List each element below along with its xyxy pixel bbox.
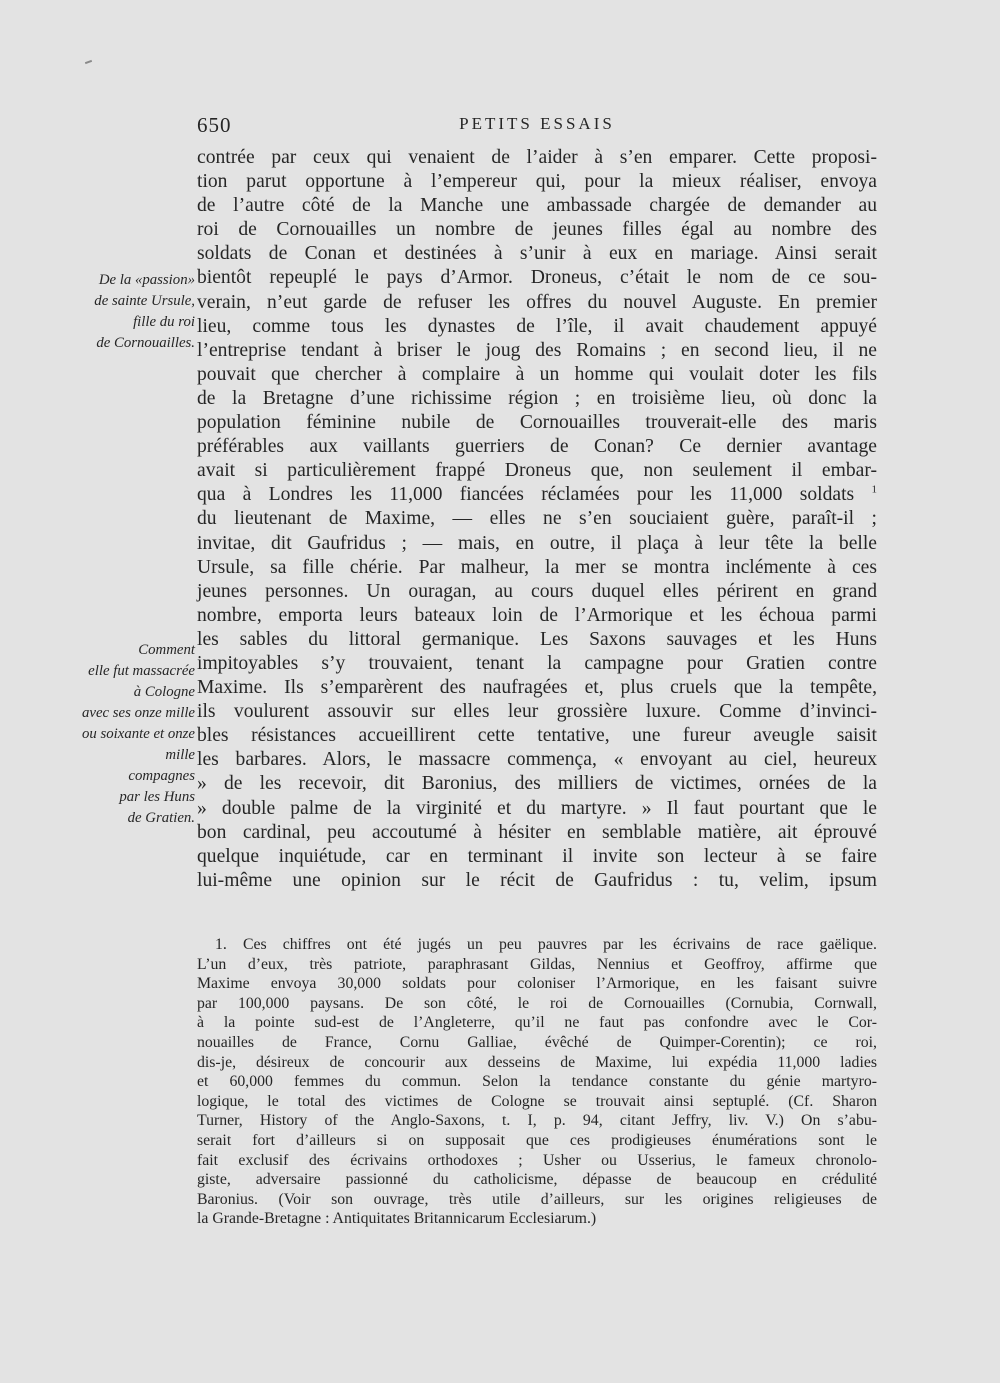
footnote-line: et 60,000 femmes du commun. Selon la tendance constante du génie martyro- [197,1073,877,1091]
body-line: invitae, dit Gaufridus ; — mais, en outre, il plaça à leur tête la belle [197,532,877,554]
body-line: nombre, emporta leurs bateaux loin de l’Armorique et les échoua parmi [197,604,877,626]
footnote-line: Turner, History of the Anglo-Saxons, t. I, p. 94, citant Jeffry, liv. V.) On s’abu- [197,1112,877,1130]
footnote-line: la Grande-Bretagne : Antiquitates Britannicarum Ecclesiarum.) [197,1210,597,1228]
body-text [197,146,877,893]
body-line: jeunes personnes. Un ouragan, au cours duquel elles périrent en grand [197,580,877,602]
body-line: avait si particulièrement frappé Droneus que, non seulement il embar- [197,460,877,482]
body-line: préférables aux vaillants guerriers de Conan? Ce dernier avantage [197,436,877,458]
body-line: les sables du littoral germanique. Les Saxons sauvages et les Huns [197,628,877,650]
body-line: les barbares. Alors, le massacre commença, « envoyant au ciel, heureux [197,749,877,771]
body-line: ils voulurent assouvir sur elles leur grossière luxure. Comme d’invinci- [197,701,877,723]
margin-note-line: ou soixante et onze [81,726,195,742]
margin-note-line: mille [165,747,195,763]
margin-note-line: De la «passion» [98,272,195,288]
margin-note-line: de sainte Ursule, [94,293,195,309]
footnote-ref: 1 [871,483,878,496]
body-line: Ursule, sa fille chérie. Par malheur, la mer se montra inclémente à ces [197,556,877,578]
margin-note-line: à Cologne [133,684,195,700]
body-line: tion parut opportune à l’empereur qui, pour la mieux réaliser, envoya [197,171,877,193]
footnote-line: dis-je, désireux de concourir aux desseins de Maxime, lui expédia 11,000 ladies [197,1053,877,1071]
footnote-line: 1. Ces chiffres ont été jugés un peu pauvres par les écrivains de race gaëlique. [215,936,877,953]
margin-note-line: de Gratien. [127,810,195,826]
body-line: de l’autre côté de la Manche une ambassade chargée de demander au [197,195,877,217]
footnote-line: par 100,000 paysans. De son côté, le roi de Cornouailles (Cornubia, Cornwall, [197,994,877,1012]
body-line: bon cardinal, peu accoutumé à hésiter en semblable matière, ait éprouvé [197,821,877,843]
body-line: » double palme de la virginité et du martyre. » Il faut pourtant que le [197,797,877,819]
body-line: du lieutenant de Maxime, — elles ne s’en souciaient guère, paraît-il ; [197,508,877,530]
footnote-line: logique, le total des victimes de Cologne se trouvait ainsi septuplé. (Cf. Sharon [197,1092,877,1110]
footnote-line: L’un d’eux, très patriote, paraphrasant Gildas, Nennius et Geoffroy, affirme que [197,955,877,973]
footnote [197,935,877,1229]
body-line: Maxime. Ils s’emparèrent des naufragées et, plus cruels que la tempête, [197,677,877,699]
body-line: soldats de Conan et destinées à s’unir à eux en mariage. Ainsi serait [197,243,877,265]
footnote-line: nouailles de France, Cornu Galliae, évêché de Quimper-Corentin); ce roi, [197,1033,877,1051]
footnote-line: serait fort d’ailleurs si on supposait que ces prodigieuses énumérations sont le [197,1131,877,1149]
footnote-line: giste, adversaire passionné du catholicisme, dépasse de beaucoup en crédulité [197,1171,877,1189]
page-number: 650 [197,113,232,137]
body-line: bles résistances accueillirent cette tentative, une fureur aveugle saisit [197,725,877,747]
running-title: PETITS ESSAIS [459,114,615,133]
body-line: population féminine nubile de Cornouailles trouverait-elle des maris [197,412,877,434]
margin-note-line: avec ses onze mille [82,705,195,721]
page-header [197,113,877,143]
body-line: l’entreprise tendant à briser le joug des Romains ; en second lieu, il ne [197,339,877,361]
paper-speck [85,60,92,64]
footnote-line: Baronius. (Voir son ouvrage, très utile d’ailleurs, sur les origines religieuses de [197,1190,877,1208]
footnote-line: Maxime envoya 30,000 soldats pour coloniser l’Armorique, en les faisant suivre [197,975,877,993]
margin-note-line: de Cornouailles. [96,335,195,351]
margin-note-line: fille du roi [133,314,195,330]
margin-note-line: Comment [138,642,195,658]
margin-note-line: par les Huns [119,789,195,805]
footnote-line: à la pointe sud-est de l’Angleterre, qu’il ne faut pas confondre avec le Cor- [197,1014,877,1032]
body-line: lui-même une opinion sur le récit de Gaufridus : tu, velim, ipsum [197,869,877,891]
body-line: roi de Cornouailles un nombre de jeunes filles égal au nombre des [197,219,877,241]
body-line: quelque inquiétude, car en terminant il invite son lecteur à se faire [197,845,877,867]
body-line-text: qua à Londres les 11,000 fiancées réclamées pour les 11,000 soldats [197,484,855,506]
body-line: pouvait que chercher à complaire à un homme qui voulait doter les fils [197,363,877,385]
margin-note-line: elle fut massacrée [88,663,195,679]
margin-note-line: compagnes [128,768,195,784]
body-line: bientôt repeuplé le pays d’Armor. Droneus, c’était le nom de ce sou- [197,267,877,289]
body-line: verain, n’eut garde de refuser les offres du nouvel Auguste. En premier [197,291,877,313]
body-line: de la Bretagne d’une richissime région ; en troisième lieu, où donc la [197,387,877,409]
margin-note-massacre [70,640,195,829]
body-line: lieu, comme tous les dynastes de l’île, il avait chaudement appuyé [197,315,877,337]
body-line: impitoyables s’y trouvaient, tenant la campagne pour Gratien contre [197,652,877,674]
body-line: contrée par ceux qui venaient de l’aider à s’en emparer. Cette proposi- [197,147,877,168]
body-line: » de les recevoir, dit Baronius, des milliers de victimes, ornées de la [197,773,877,795]
margin-note-passion [70,270,195,354]
body-line-with-footnote-ref [197,483,877,507]
footnote-line: fait exclusif des écrivains orthodoxes ; Usher ou Usserius, le fameux chronolo- [197,1151,877,1169]
